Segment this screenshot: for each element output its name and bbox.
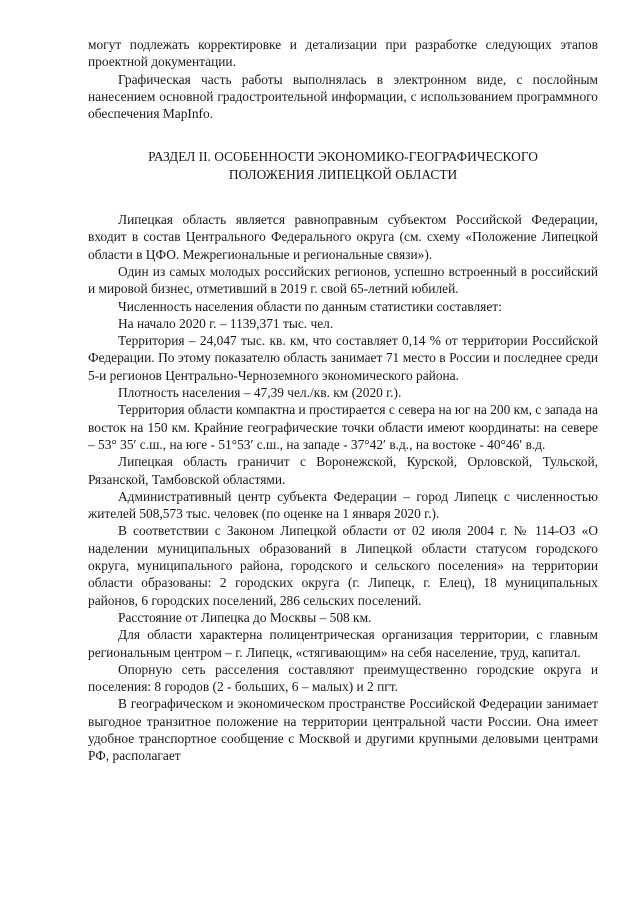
paragraph-extent: Территория области компактна и простирается с севера на юг на 200 км, с запада на восток на 150 км. Крайние географические точки области имеют координаты: на севере – 53° 35′ с.ш., на юге - 51°53′ с.ш., на западе - 37°42′ в.д., на востоке - 40°46′ в.д. (88, 402, 598, 452)
paragraph-borders: Липецкая область граничит с Воронежской, Курской, Орловской, Тульской, Рязанской, Тамбовской областями. (88, 454, 598, 487)
paragraph-population-value: На начало 2020 г. – 1139,371 тыс. чел. (118, 315, 334, 331)
paragraph-population-intro: Численность населения области по данным статистики составляет: (118, 298, 502, 314)
paragraph-transit-position: В географическом и экономическом пространстве Российской Федерации занимает выгодное транзитное положение на территории центральной части России. Она имеет удобное транспортное сообщение с Москвой и другими крупными деловыми центрами РФ, располагает (88, 696, 598, 764)
section-heading: РАЗДЕЛ II. ОСОБЕННОСТИ ЭКОНОМИКО-ГЕОГРАФИЧЕСКОГО ПОЛОЖЕНИЯ ЛИПЕЦКОЙ ОБЛАСТИ (148, 149, 538, 182)
paragraph-organization: Для области характерна полицентрическая организация территории, с главным региональным центром – г. Липецк, «стягивающим» на себя население, труд, капитал. (88, 627, 598, 660)
paragraph-region-age: Один из самых молодых российских регионов, успешно встроенный в российский и мировой бизнес, отметивший в 2019 г. свой 65-летний юбилей. (88, 263, 598, 297)
paragraph-capital: Административный центр субъекта Федерации – город Липецк с численностью жителей 508,573 тыс. человек (по оценке на 1 января 2020 г.). (88, 488, 598, 522)
paragraph-distance: Расстояние от Липецка до Москвы – 508 км. (118, 609, 372, 625)
paragraph-municipalities: В соответствии с Законом Липецкой области от 02 июля 2004 г. № 114-ОЗ «О наделении муниципальных образований в Липецкой области статусом городского округа, муниципального района, городского и сельского поселения» на территории области образованы: 2 городских округа (г. Липецк, г. Елец), 18 муниципальных районов, 6 городских поселений, 286 сельских поселений. (88, 523, 598, 608)
paragraph-graphics-note: Графическая часть работы выполнялась в электронном виде, с послойным нанесением основной градостроительной информации, с использованием программного обеспечения MapInfo. (88, 71, 598, 122)
paragraph-status: Липецкая область является равноправным субъектом Российской Федерации, входит в состав Центрального Федерального округа (см. схему «Положение Липецкой области в ЦФО. Межрегиональные и региональные связи»). (88, 212, 598, 262)
paragraph-density: Плотность населения – 47,39 чел./кв. км (2020 г.). (118, 385, 402, 401)
paragraph-settlement-network: Опорную сеть расселения составляют преимущественно городские округа и поселения: 8 городов (2 - больших, 6 – малых) и 2 пгт. (88, 661, 598, 695)
paragraph-continuation: могут подлежать корректировке и детализации при разработке следующих этапов проектной документации. (88, 37, 598, 70)
paragraph-territory: Территория – 24,047 тыс. кв. км, что составляет 0,14 % от территории Российской Федерации. По этому показателю область занимает 71 место в России и последнее среди 5-и регионов Центрально-Черноземного экономического района. (88, 333, 598, 383)
document-page (88, 36, 598, 765)
